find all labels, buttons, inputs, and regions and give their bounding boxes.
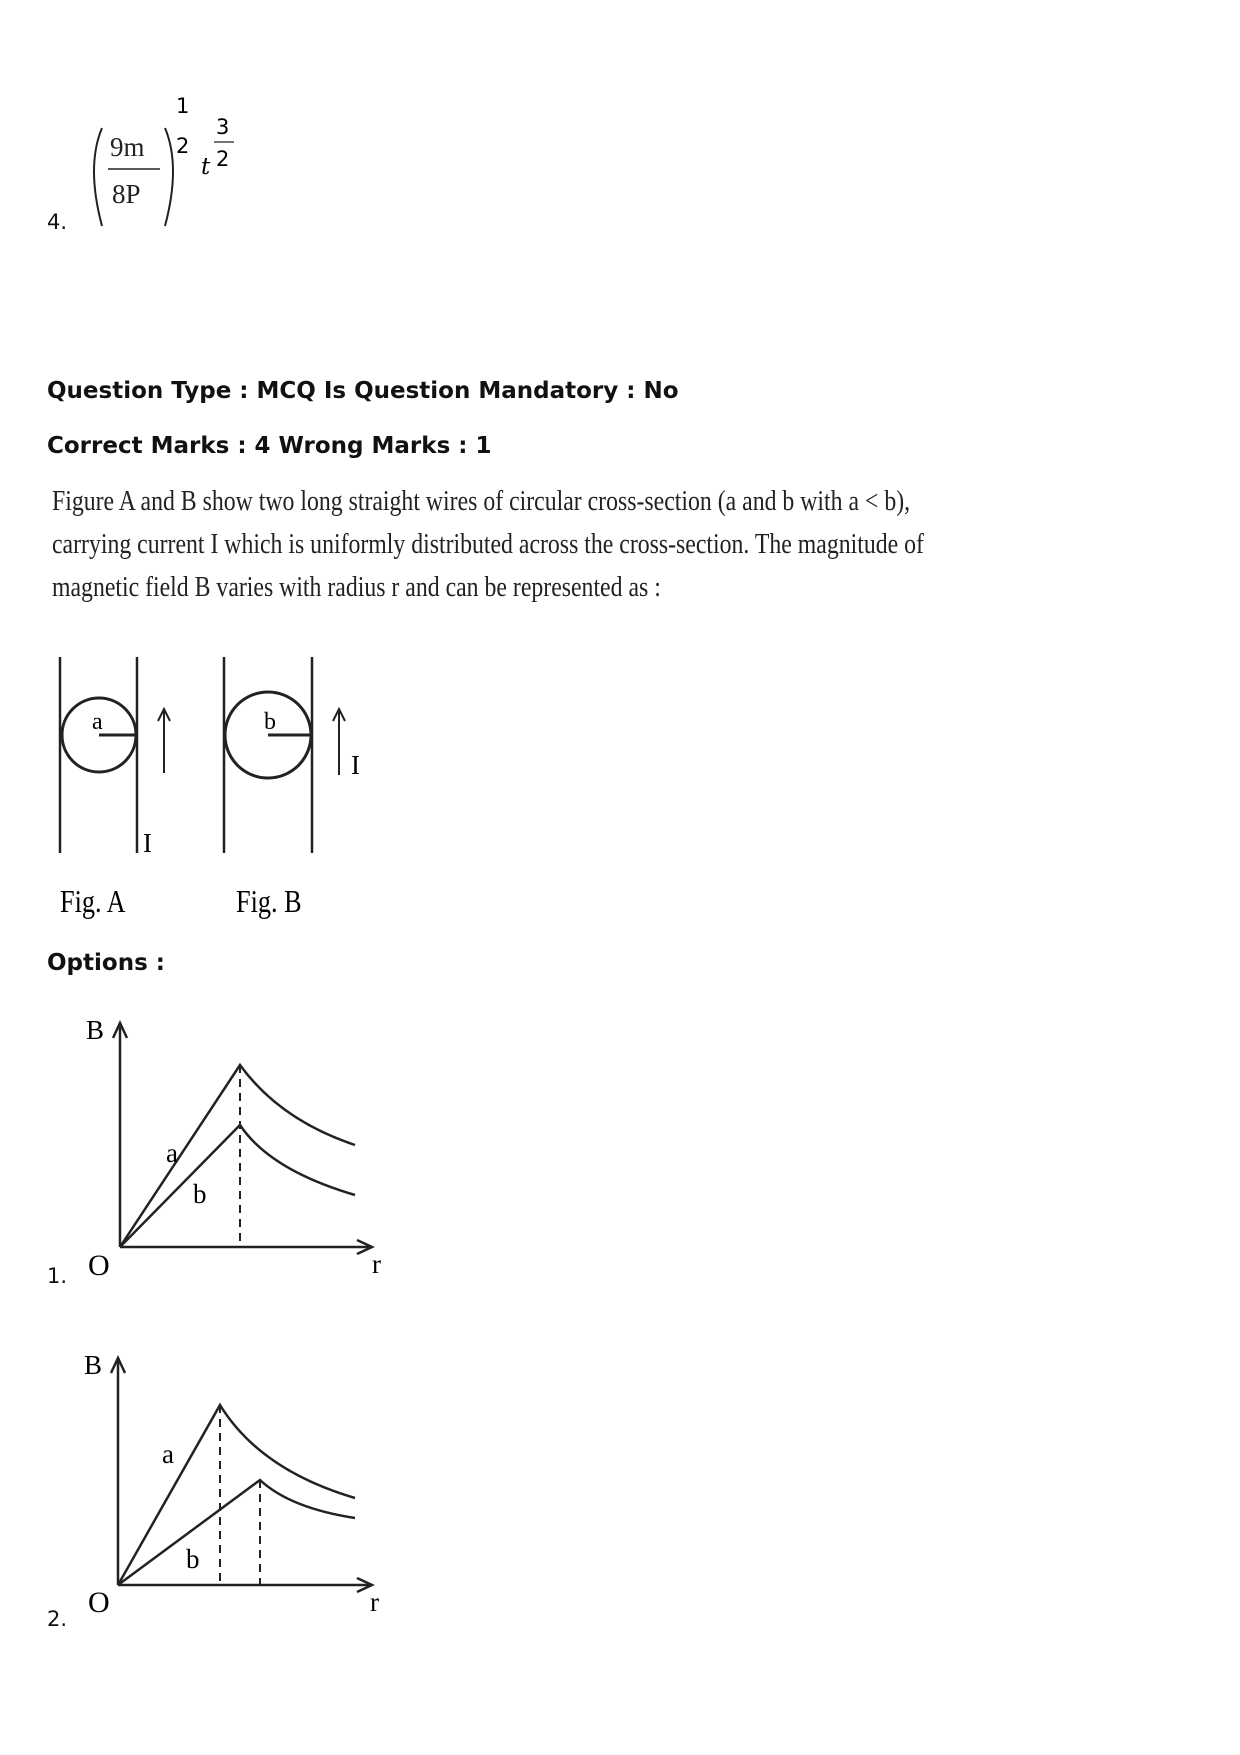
option-1-origin-label: O (88, 1249, 110, 1282)
outer-exponent-numerator: 1 (176, 94, 190, 118)
figure-b (224, 657, 360, 920)
question-text-line: Figure A and B show two long straight wires of circular cross-section (a and b with a < b), (52, 485, 911, 517)
option-2-label: 2. (47, 1607, 68, 1631)
question-text-line: magnetic field B varies with radius r and can be represented as : (52, 571, 661, 603)
option-1-y-axis-label: B (86, 1015, 105, 1045)
question-text-line: carrying current I which is uniformly distributed across the cross-section. The magnitude of (52, 528, 924, 560)
question-type-line: Question Type : MCQ Is Question Mandatory : No (47, 378, 679, 404)
formula-numerator: 9m (110, 132, 145, 162)
fig-a-current-label: I (143, 828, 152, 858)
figure-a (60, 657, 170, 920)
options-heading: Options : (47, 950, 165, 976)
fig-b-current-label: I (351, 750, 360, 780)
option-4-label: 4. (47, 210, 68, 234)
formula-variable: t (201, 154, 211, 180)
formula-denominator: 8P (112, 179, 141, 209)
outer-exponent-denominator: 2 (176, 134, 190, 158)
variable-exponent-numerator: 3 (216, 115, 230, 139)
marks-line: Correct Marks : 4 Wrong Marks : 1 (47, 433, 492, 459)
option-1-curve-b-label: b (193, 1179, 207, 1209)
fig-b-radius-label: b (264, 709, 276, 735)
option-1-curve-a-label: a (166, 1138, 178, 1168)
fig-a-radius-label: a (92, 709, 103, 735)
option-2-curve-b-label: b (186, 1544, 200, 1574)
option-2-graph (80, 1340, 400, 1625)
fig-b-caption: Fig. B (236, 884, 302, 920)
option-2-x-axis-label: r (370, 1587, 379, 1617)
option-1-graph (80, 1005, 400, 1290)
question-text (52, 480, 987, 609)
option-2-curve-a-label: a (162, 1439, 174, 1469)
option-2-y-axis-label: B (84, 1350, 103, 1380)
option-4-formula (80, 90, 260, 235)
option-1-x-axis-label: r (372, 1249, 381, 1279)
wire-figures (40, 655, 390, 935)
variable-exponent-denominator: 2 (216, 147, 230, 171)
option-1-label: 1. (47, 1264, 68, 1288)
option-2-origin-label: O (88, 1586, 110, 1619)
fig-a-caption: Fig. A (60, 884, 126, 920)
